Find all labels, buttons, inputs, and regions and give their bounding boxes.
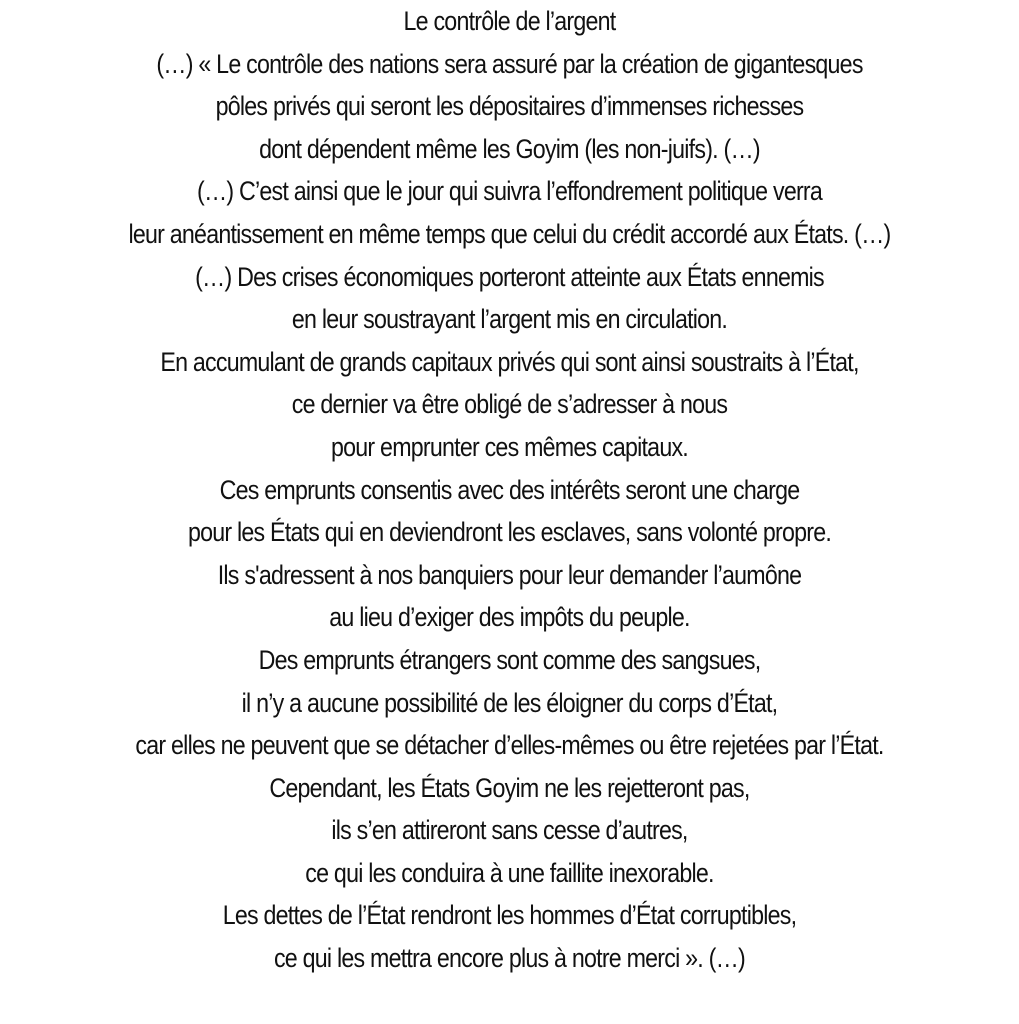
text-line: pour les États qui en deviendront les esclaves, sans volonté propre. bbox=[187, 517, 832, 548]
text-line: en leur soustrayant l’argent mis en circulation. bbox=[291, 304, 728, 335]
text-line: dont dépendent même les Goyim (les non-juifs). (…) bbox=[259, 133, 760, 164]
text-line: Ces emprunts consentis avec des intérêts seront une charge bbox=[219, 474, 800, 505]
text-line: ce qui les mettra encore plus à notre merci ». (…) bbox=[273, 943, 746, 974]
text-line: pour emprunter ces mêmes capitaux. bbox=[330, 431, 688, 462]
text-line: au lieu d’exiger des impôts du peuple. bbox=[329, 602, 690, 633]
text-line: Des emprunts étrangers sont comme des sangsues, bbox=[258, 644, 761, 675]
text-line: En accumulant de grands capitaux privés qui sont ainsi soustraits à l’État, bbox=[160, 346, 859, 377]
text-line: ce qui les conduira à une faillite inexorable. bbox=[305, 857, 714, 888]
text-line: pôles privés qui seront les dépositaires d’immenses richesses bbox=[215, 91, 804, 122]
text-line: ils s’en attireront sans cesse d’autres, bbox=[331, 815, 688, 846]
text-line: Les dettes de l’État rendront les hommes d’État corruptibles, bbox=[222, 900, 797, 931]
text-line: (…) C’est ainsi que le jour qui suivra l’effondrement politique verra bbox=[196, 176, 823, 207]
document-title: Le contrôle de l’argent bbox=[403, 6, 616, 36]
text-line: car elles ne peuvent que se détacher d’elles-mêmes ou être rejetées par l’État. bbox=[135, 730, 884, 761]
text-line: (…) Des crises économiques porteront atteinte aux États ennemis bbox=[195, 261, 824, 292]
text-line: Ils s'adressent à nos banquiers pour leur demander l’aumône bbox=[217, 559, 802, 590]
text-line: Cependant, les États Goyim ne les rejetteront pas, bbox=[269, 772, 750, 803]
text-line: (…) « Le contrôle des nations sera assuré par la création de gigantesques bbox=[156, 48, 863, 79]
text-line: ce dernier va être obligé de s’adresser à nous bbox=[291, 389, 728, 420]
text-line: il n’y a aucune possibilité de les éloigner du corps d’État, bbox=[241, 687, 778, 718]
text-line: leur anéantissement en même temps que celui du crédit accordé aux États. (…) bbox=[128, 218, 891, 249]
